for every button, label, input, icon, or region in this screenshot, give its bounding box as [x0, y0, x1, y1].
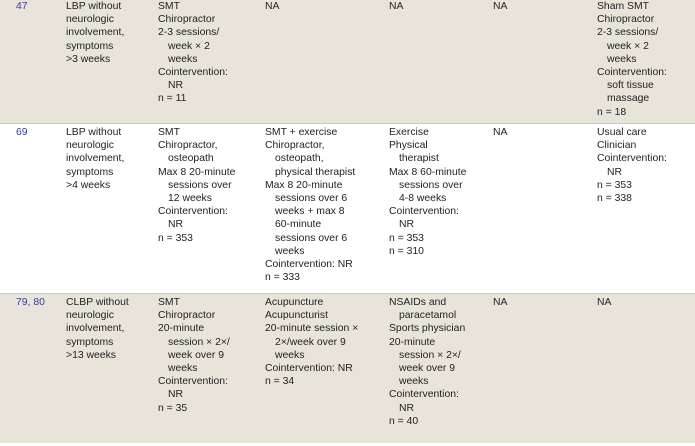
intervention-3-cell [389, 0, 493, 124]
cell-line: n = 18 [597, 106, 627, 118]
cell-line: 2×/week over 9 [275, 336, 346, 348]
cell-line: involvement, [66, 323, 125, 335]
intervention-2-cell [265, 0, 389, 124]
cell-line: Physical [389, 140, 428, 152]
study-reference-cell [0, 294, 66, 444]
cell-line: NR [399, 219, 415, 231]
cell-line: n = 11 [158, 93, 187, 105]
cell-line: n = 40 [389, 415, 419, 427]
study-reference[interactable]: 69 [16, 127, 28, 138]
cell-line: involvement, [66, 153, 125, 165]
control-cell [597, 124, 695, 294]
cell-line: n = 34 [265, 376, 295, 388]
cell-line: NR [399, 402, 415, 414]
study-reference[interactable]: 79, 80 [16, 297, 45, 308]
cell-line: Chiropractor, [158, 140, 218, 152]
cell-line: weeks [607, 53, 637, 65]
cell-line: paracetamol [399, 310, 457, 322]
cell-line: therapist [399, 153, 439, 165]
cell-line: Max 8 20-minute [158, 166, 236, 178]
cell-line: n = 353 [158, 232, 193, 244]
cell-line: Usual care [597, 127, 647, 138]
cell-line: SMT + exercise [265, 127, 338, 138]
cell-line: Acupuncture [265, 297, 324, 308]
cell-line: week over 9 [168, 349, 225, 361]
intervention-2-cell [265, 124, 389, 294]
cell-line: osteopath, [275, 153, 324, 165]
cell-line: Chiropractor [158, 310, 216, 322]
cell-line: 12 weeks [168, 193, 212, 205]
cell-line: symptoms [66, 166, 114, 178]
table-row [0, 294, 695, 444]
cell-line: Cointervention: NR [265, 259, 353, 271]
cell-line: Cointervention: [389, 206, 459, 218]
cell-line: Acupuncturist [265, 310, 328, 322]
cell-line: 20-minute session × [265, 323, 359, 335]
cell-line: session × 2×/ [399, 349, 461, 361]
intervention-4-cell [493, 0, 597, 124]
cell-line: sessions over [399, 179, 463, 191]
cell-line: NR [607, 166, 623, 178]
cell-line: >4 weeks [66, 179, 111, 191]
cell-line: NA [597, 297, 612, 308]
cell-line: Cointervention: [597, 67, 667, 79]
cell-line: Cointervention: [158, 376, 228, 388]
cell-line: neurologic [66, 310, 114, 322]
cell-line: 60-minute [275, 219, 322, 231]
cell-line: n = 353 [389, 232, 424, 244]
intervention-1-cell [158, 124, 265, 294]
cell-line: Max 8 20-minute [265, 179, 343, 191]
intervention-4-cell [493, 124, 597, 294]
cell-line: weeks + max 8 [275, 206, 345, 218]
table-row [0, 124, 695, 294]
cell-line: n = 353 [597, 179, 632, 191]
intervention-4-cell [493, 294, 597, 444]
cell-line: Sham SMT [597, 1, 649, 12]
study-reference[interactable]: 47 [16, 1, 28, 12]
condition-cell [66, 294, 158, 444]
cell-line: 2-3 sessions/ [158, 27, 220, 39]
intervention-3-cell [389, 124, 493, 294]
cell-line: weeks [399, 376, 429, 388]
condition-cell [66, 124, 158, 294]
cell-line: Clinician [597, 140, 637, 152]
cell-line: sessions over 6 [275, 193, 348, 205]
cell-line: sessions over [168, 179, 232, 191]
cell-line: LBP without [66, 127, 122, 138]
table-row [0, 0, 695, 124]
cell-line: SMT [158, 127, 180, 138]
cell-line: Cointervention: [158, 206, 228, 218]
cell-line: >3 weeks [66, 53, 111, 65]
cell-line: 4-8 weeks [399, 193, 447, 205]
cell-line: >13 weeks [66, 349, 116, 361]
cell-line: weeks [168, 53, 198, 65]
cell-line: NA [493, 1, 508, 12]
cell-line: massage [607, 93, 650, 105]
condition-cell [66, 0, 158, 124]
cell-line: NR [168, 80, 184, 92]
cell-line: symptoms [66, 336, 114, 348]
cell-line: LBP without [66, 1, 122, 12]
cell-line: neurologic [66, 140, 114, 152]
cell-line: Cointervention: [158, 67, 228, 79]
cell-line: neurologic [66, 14, 114, 26]
study-reference-cell [0, 0, 66, 124]
control-cell [597, 0, 695, 124]
cell-line: session × 2×/ [168, 336, 230, 348]
cell-line: SMT [158, 297, 180, 308]
cell-line: Cointervention: [389, 389, 459, 401]
cell-line: NR [168, 389, 184, 401]
cell-line: Exercise [389, 127, 429, 138]
cell-line: Cointervention: NR [265, 363, 353, 375]
cell-line: NSAIDs and [389, 297, 447, 308]
cell-line: soft tissue [607, 80, 654, 92]
intervention-2-cell [265, 294, 389, 444]
cell-line: physical therapist [275, 166, 356, 178]
cell-line: weeks [168, 363, 198, 375]
cell-line: 2-3 sessions/ [597, 27, 659, 39]
cell-line: week over 9 [399, 363, 456, 375]
cell-line: SMT [158, 1, 180, 12]
cell-line: osteopath [168, 153, 214, 165]
cell-line: week × 2 [168, 40, 210, 52]
cell-line: 20-minute [158, 323, 205, 335]
cell-line: weeks [275, 349, 305, 361]
cell-line: CLBP without [66, 297, 129, 308]
cell-line: NR [168, 219, 184, 231]
control-cell [597, 294, 695, 444]
cell-line: n = 338 [597, 193, 632, 205]
cell-line: n = 333 [265, 272, 300, 284]
cell-line: Chiropractor [597, 14, 655, 26]
study-reference-cell [0, 124, 66, 294]
cell-line: 20-minute [389, 336, 436, 348]
cell-line: NA [265, 1, 280, 12]
intervention-1-cell [158, 0, 265, 124]
cell-line: n = 310 [389, 245, 424, 257]
cell-line: NA [389, 1, 404, 12]
cell-line: Sports physician [389, 323, 466, 335]
cell-line: Chiropractor [158, 14, 216, 26]
cell-line: week × 2 [607, 40, 649, 52]
cell-line: Cointervention: [597, 153, 667, 165]
cell-line: NA [493, 127, 508, 138]
cell-line: Chiropractor, [265, 140, 325, 152]
cell-line: weeks [275, 245, 305, 257]
cell-line: sessions over 6 [275, 232, 348, 244]
intervention-1-cell [158, 294, 265, 444]
cell-line: n = 35 [158, 402, 188, 414]
intervention-3-cell [389, 294, 493, 444]
cell-line: involvement, [66, 27, 125, 39]
cell-line: Max 8 60-minute [389, 166, 467, 178]
cell-line: symptoms [66, 40, 114, 52]
cell-line: NA [493, 297, 508, 308]
